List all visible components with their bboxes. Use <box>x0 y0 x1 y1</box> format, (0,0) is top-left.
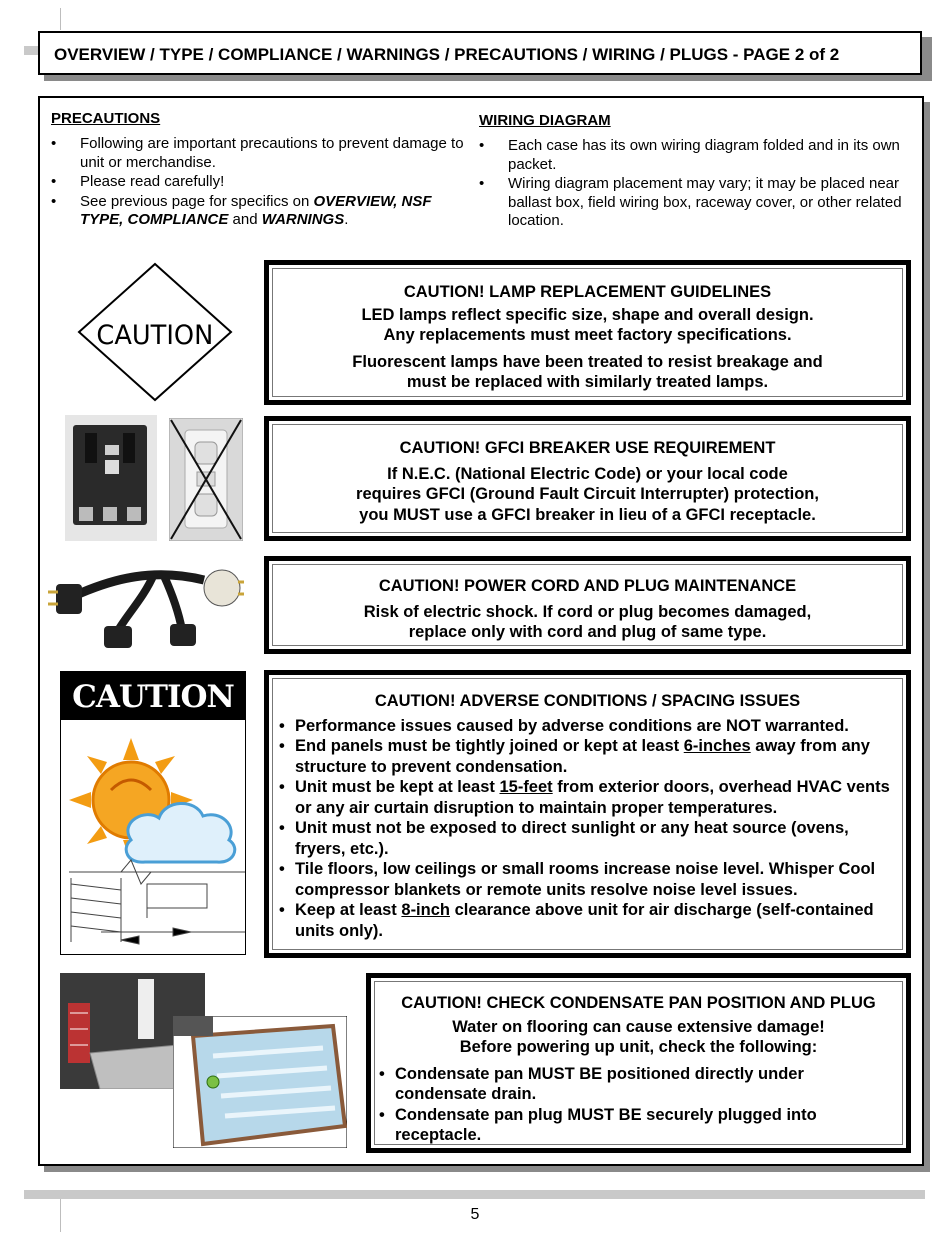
condensate-caution-title: CAUTION! CHECK CONDENSATE PAN POSITION AND PLUG <box>401 994 876 1012</box>
lamp-caution-title: CAUTION! LAMP REPLACEMENT GUIDELINES <box>403 283 772 301</box>
gfci-line: If N.E.C. (National Electric Code) or your local code <box>387 464 788 483</box>
lamp-line: Any replacements must meet factory specifications. <box>383 326 792 344</box>
condensate-line: Water on flooring can cause extensive damage! <box>452 1017 825 1036</box>
list-item: • Wiring diagram placement may vary; it may be placed near ballast box, field wiring box, raceway cover, or other related location. <box>479 175 909 231</box>
list-item: • See previous page for specifics on OVERVIEW, NSF TYPE, COMPLIANCE and WARNINGS. <box>51 193 471 230</box>
lamp-caution-box <box>264 260 911 405</box>
power-cord-plugs-image <box>44 548 244 652</box>
page-number: 5 <box>470 1206 480 1223</box>
gfci-line: you MUST use a GFCI breaker in lieu of a GFCI receptacle. <box>359 505 816 524</box>
gfci-line: requires GFCI (Ground Fault Circuit Interrupter) protection, <box>356 485 819 503</box>
cord-caution-title: CAUTION! POWER CORD AND PLUG MAINTENANCE <box>378 577 797 595</box>
caution-illustration-panel <box>60 671 246 955</box>
list-item: • Condensate pan MUST BE positioned directly under condensate drain. <box>375 1064 892 1105</box>
page-header <box>38 31 922 75</box>
wiring-list <box>479 137 909 231</box>
wiring-heading: WIRING DIAGRAM <box>479 112 611 129</box>
caution-sign-text: CAUTION <box>96 320 214 352</box>
precautions-section <box>51 110 471 231</box>
list-item: • Keep at least 8-inch clearance above unit for air discharge (self-contained units only). <box>275 900 896 941</box>
footer-rule <box>24 1190 925 1199</box>
lamp-line: must be replaced with similarly treated lamps. <box>406 373 769 391</box>
condensate-drain-diagram <box>173 1016 347 1148</box>
gfci-breaker-image <box>65 415 157 541</box>
gfci-caution-title: CAUTION! GFCI BREAKER USE REQUIREMENT <box>399 439 776 457</box>
caution-banner-label: CAUTION <box>61 672 245 720</box>
list-item: • Following are important precautions to prevent damage to unit or merchandise. <box>51 135 471 172</box>
list-item: • End panels must be tightly joined or kept at least 6-inches away from any structure to prevent condensation. <box>275 736 896 777</box>
adverse-caution-title: CAUTION! ADVERSE CONDITIONS / SPACING ISSUES <box>374 692 801 710</box>
list-item: • Unit must not be exposed to direct sunlight or any heat source (ovens, fryers, etc.). <box>275 818 896 859</box>
caution-diamond-icon <box>76 262 234 402</box>
list-item: • Condensate pan plug MUST BE securely plugged into receptacle. <box>375 1105 892 1146</box>
precautions-heading: PRECAUTIONS <box>51 110 161 127</box>
precautions-list <box>51 135 471 230</box>
list-item: • Each case has its own wiring diagram folded and in its own packet. <box>479 137 909 174</box>
condensate-caution-box <box>366 973 911 1153</box>
condensate-list <box>375 1064 892 1146</box>
gfci-caution-box <box>264 416 911 541</box>
adverse-caution-box <box>264 670 911 958</box>
list-item: • Please read carefully! <box>51 173 471 192</box>
cord-caution-box <box>264 556 911 654</box>
condensate-line: Before powering up unit, check the following: <box>459 1038 818 1056</box>
margin-line-top <box>60 8 61 30</box>
list-item: • Tile floors, low ceilings or small rooms increase noise level. Whisper Cool compressor blankets or remote units resolve noise level issues. <box>275 859 896 900</box>
cord-line: Risk of electric shock. If cord or plug becomes damaged, <box>363 602 812 621</box>
list-item: • Performance issues caused by adverse conditions are NOT warranted. <box>275 716 896 737</box>
sun-cloud-illustration <box>61 722 245 954</box>
adverse-list <box>275 716 896 942</box>
lamp-line: LED lamps reflect specific size, shape and overall design. <box>361 305 814 324</box>
wiring-section <box>479 112 909 232</box>
page-header-title: OVERVIEW / TYPE / COMPLIANCE / WARNINGS / PRECAUTIONS / WIRING / PLUGS - PAGE 2 of 2 <box>54 45 840 64</box>
lamp-line: Fluorescent lamps have been treated to resist breakage and <box>352 352 823 371</box>
list-item: • Unit must be kept at least 15-feet from exterior doors, overhead HVAC vents or any air curtain disruption to maintain proper temperatures. <box>275 777 896 818</box>
gfci-receptacle-crossed-image <box>169 418 243 541</box>
cord-line: replace only with cord and plug of same type. <box>408 623 767 641</box>
